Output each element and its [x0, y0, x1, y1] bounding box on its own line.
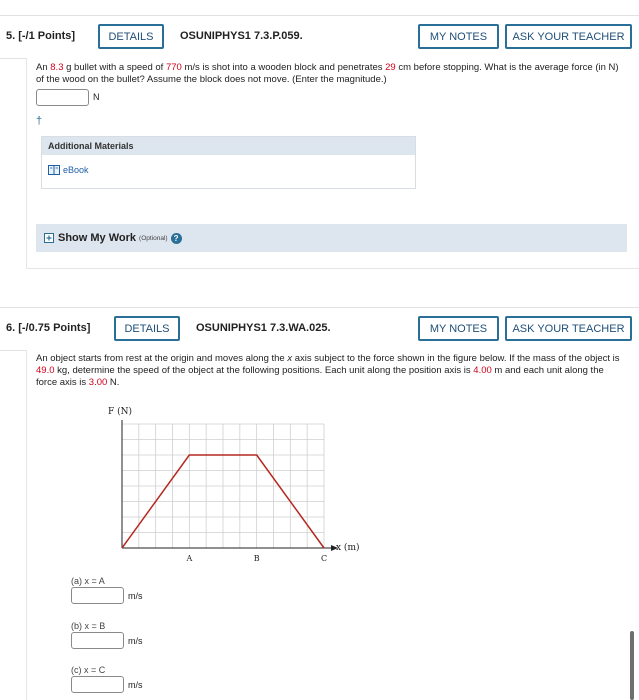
q6-code: OSUNIPHYS1 7.3.WA.025. [196, 322, 331, 334]
q5-text-2: g bullet with a speed of [63, 62, 166, 73]
x-axis-label: x (m) [336, 543, 360, 553]
q5-show-my-work-bar[interactable] [36, 224, 627, 252]
q5-number: 5. [-/1 Points] [6, 30, 76, 42]
q5-optional-label: (Optional) [139, 234, 168, 242]
q6-details-button[interactable]: DETAILS [114, 316, 180, 341]
help-icon[interactable]: ? [171, 233, 182, 244]
part-answer-unit: m/s [128, 636, 143, 646]
q5-additional-materials [41, 136, 416, 189]
q6-text-5: N. [107, 377, 120, 388]
part-label: (c) x = C [71, 665, 106, 675]
q5-additional-materials-title: Additional Materials [42, 137, 415, 155]
q6-mass-value: 49.0 [36, 365, 55, 376]
q5-code: OSUNIPHYS1 7.3.P.059. [180, 30, 303, 42]
q6-my-notes-button[interactable]: MY NOTES [418, 316, 499, 341]
q5-text-3: m/s is shot into a wooden block and penetrates [181, 62, 386, 73]
q5-show-my-work-label: Show My Work [58, 232, 137, 244]
q5-answer-unit: N [93, 92, 100, 102]
q5-depth-value: 29 [385, 62, 396, 73]
part-answer-unit: m/s [128, 591, 143, 601]
q5-answer-input[interactable] [36, 89, 89, 106]
book-icon [48, 165, 60, 175]
x-tick-label-a: A [186, 554, 193, 563]
q5-ask-teacher-button[interactable]: ASK YOUR TEACHER [505, 24, 632, 49]
chart-grid [122, 424, 324, 548]
force-position-chart [100, 400, 370, 570]
q5-header-bar [0, 15, 639, 59]
q5-problem-text [36, 62, 626, 86]
q5-details-button[interactable]: DETAILS [98, 24, 164, 49]
y-axis-label: F (N) [108, 407, 133, 417]
x-tick-label-b: B [253, 554, 260, 563]
q6-number: 6. [-/0.75 Points] [6, 322, 91, 334]
q5-mass-value: 8.3 [50, 62, 64, 73]
x-tick-label-c: C [320, 554, 328, 563]
part-label: (b) x = B [71, 621, 106, 631]
chart-labels [108, 406, 360, 563]
q5-ebook-label: eBook [63, 165, 89, 175]
q6-position-unit-value: 4.00 [473, 365, 492, 376]
q6-force-unit-value: 3.00 [88, 377, 108, 388]
scrollbar[interactable] [630, 631, 634, 700]
expand-plus-icon [44, 233, 54, 243]
q6-problem-text [36, 353, 626, 389]
q6-text-1: An object starts from rest at the origin and moves along the [36, 353, 288, 364]
q5-my-notes-button[interactable]: MY NOTES [418, 24, 499, 49]
q6-text-3: kg, determine the speed of the object at the following positions. Each unit along the position axis is [54, 365, 474, 376]
q6-text-4: m and each unit along the force axis is [36, 365, 604, 388]
q6-text-2: axis subject to the force shown in the figure below. If the mass of the object is [292, 353, 620, 364]
part-answer-unit: m/s [128, 680, 143, 690]
q5-text-1: An [36, 62, 51, 73]
q5-dagger-marker: † [36, 115, 43, 127]
part-label: (a) x = A [71, 576, 105, 586]
q6-header-bar [0, 307, 639, 351]
part-answer-input[interactable] [71, 587, 124, 604]
q5-speed-value: 770 [165, 62, 182, 73]
q5-text-4: cm before stopping. What is the average force (in N) of the wood on the bullet? Assume the block does not move. (Enter the magnitude.) [36, 62, 619, 85]
q5-ebook-link[interactable] [48, 165, 89, 175]
q6-x-variable: x [287, 353, 293, 364]
q6-ask-teacher-button[interactable]: ASK YOUR TEACHER [505, 316, 632, 341]
part-answer-input[interactable] [71, 676, 124, 693]
part-answer-input[interactable] [71, 632, 124, 649]
